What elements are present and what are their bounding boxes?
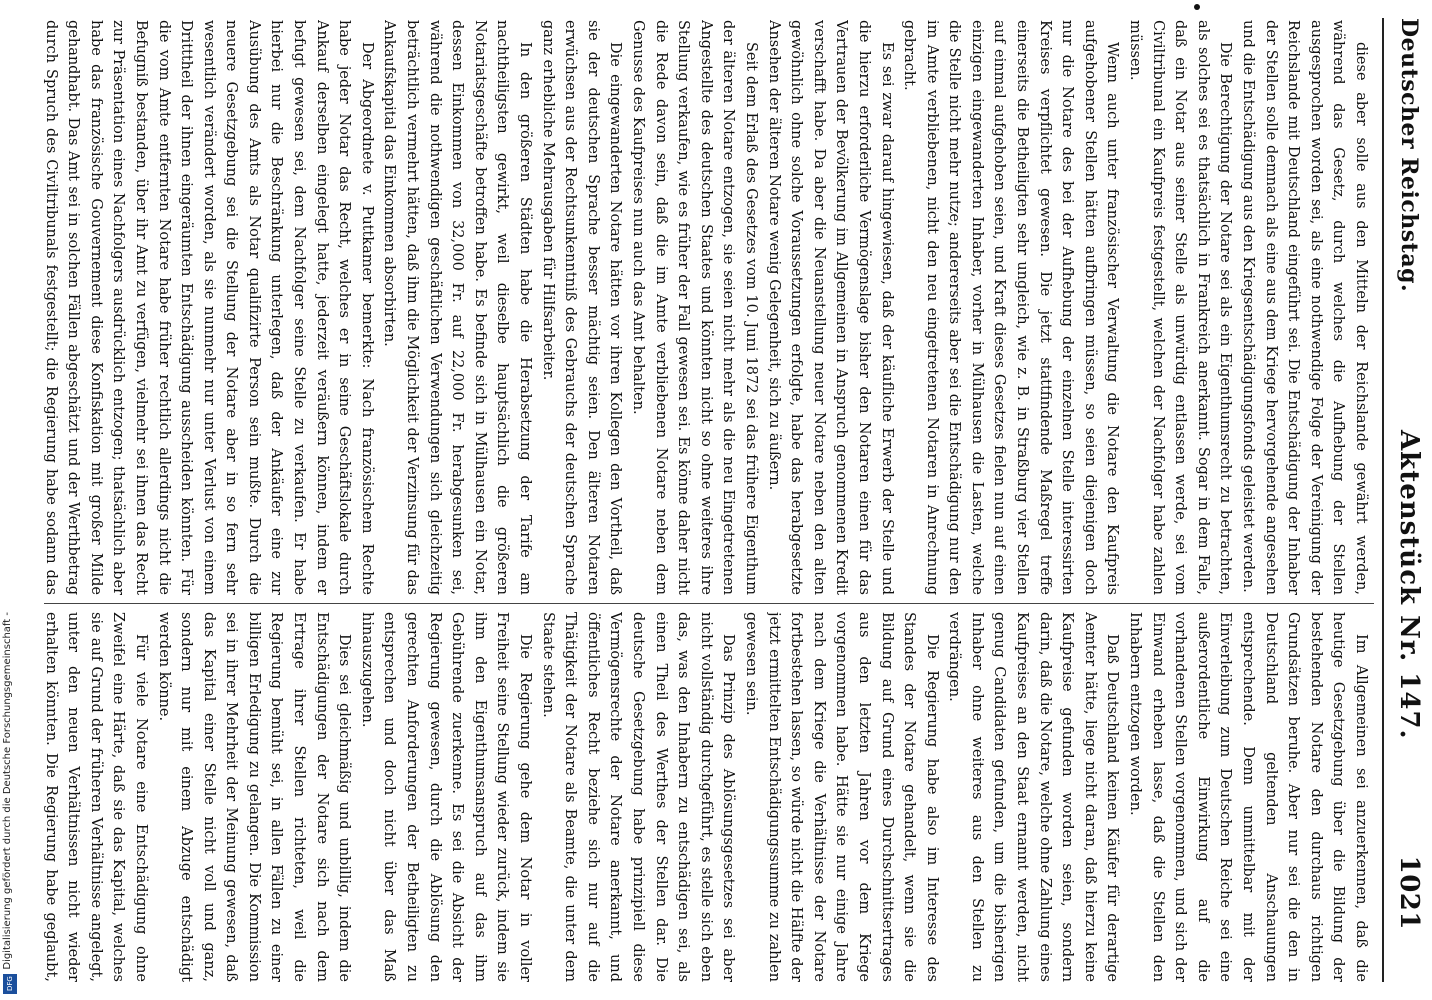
paragraph: Daß Deutschland keinen Käufer für derartige Aemter hätte, liege nicht daran, daß hierzu keine Kaufpreise gefunden worden seien, sondern darin, daß die Notare, welche ohne Zahlung eines Kaufpreises an den Staat ernannt werden, nicht genug Candidaten gefunden, um die bisherigen Inhaber ohne weiteres aus den Stellen zu verdrängen. — [946, 612, 1121, 982]
paragraph: Das Prinzip des Ablösungsgesetzes sei aber nicht vollständig durchgeführt, es stelle sich eben das, was den Inhabern zu entschädigen sei, als einen Theil des Werthes der Stellen dar. Die deutsche Gesetzgebung habe prinzipiell diese Vermögensrechte der Notare anerkannt, und öffentliches Recht beziehe sich nur auf die Thätigkeit der Notare als Beamte, die unter dem Staate stehen. — [539, 612, 737, 982]
page-number: 1021 — [1394, 855, 1424, 930]
paragraph: Für viele Notare eine Entschädigung ohne Zweifel eine Härte, daß sie das Kapital, welches sie auf Grund der früheren Verhältnisse angelegt, unter den neuen Verhältnissen nicht wieder erhalten könnten. Die Regierung habe geglaubt, — [42, 612, 149, 982]
paragraph: Seit dem Erlaß des Gesetzes vom 10. Juni 1872 sei das frühere Eigenthum der älteren Notare entzogen, sie seien nicht mehr als die neu Eingetretenen Angestellte des deutschen Staates und könnten nicht so ohne weiteres ihre Stellung verkaufen, wie es früher der Fall gewesen sei. Es könne daher nicht die Rede davon sein, daß die im Amte verbliebenen Notare neben dem Genusse des Kaufpreises nun auch das Amt behalten. — [630, 20, 759, 595]
paragraph: Im Allgemeinen sei anzuerkennen, daß die heutige Gesetzgebung über die Bildung der bestehenden Notare den durchaus richtigen Grundsätzen beruhe. Aber nur sei die den in Deutschland geltenden Anschauungen entsprechende. Denn unmittelbar mit der Einverleibung zum Deutschen Reiche sei eine außerordentliche Einwirkung auf die vorhandenen Stellen vorgenommen, und sich der Einwand erheben lasse, daß die Stellen den Inhabern entzogen worden. — [1127, 612, 1369, 982]
dfg-logo: DFG — [3, 974, 17, 994]
paragraph: Der Abgeordnete v. Puttkamer bemerkte: Nach französischem Rechte habe jeder Notar das Recht, welches er in seine Geschäftslokale durch Ankauf derselben eingelegt hatte, jederzeit veräußern können, indem er befugt gewesen sei, dem Nachfolger seine Stelle zu verkaufen. Er habe hierbei nur die Beschränkung unterlegen, daß der Ankäufer eine zur Ausübung des Amts als Notar qualifizirte Person sein mußte. Durch die neuere Gesetzgebung sei die Stellung der Notare aber in so fern sehr wesentlich verändert worden, als sie nunmehr nur unter Verlust von einem Dritttheil der ihnen eingeräumten Entschädigung ausscheiden könnten. Für die vom Amte entfernten Notare habe früher rechtlich allerdings nicht die Befugniß bestanden, über ihr Amt zu verfügen, vielmehr sei ihnen das Recht zur Präsentation eines Nachfolgers ausdrücklich entzogen; thatsächlich aber habe das französische Gouvernement diese Konfiskation mit großer Milde gehandhabt. Das Amt sei in solchen Fällen abgeschätzt und der Werthbetrag durch Spruch des Civiltribunals festgestellt; die Regierung habe sodann das — [42, 20, 375, 595]
paragraph: In den größeren Städten habe die Herabsetzung der Tarife am nachtheiligsten gewirkt, weil dieselbe hauptsächlich die größeren Notariatsgeschäfte betroffen habe. Es befinde sich in Mülhausen ein Notar, dessen Einkommen von 32,000 Fr. auf 22,000 Fr. herabgesunken sei, während die nothwendigen geschäftlichen Verwendungen sich gleichzeitig beträchtlich vermehrt hätten, daß ihm die Möglichkeit der Verzinsung für das Ankaufskapital das Einkommen absorbirten. — [381, 20, 534, 595]
paragraph: Die Regierung gehe dem Notar in voller Freiheit seine Stellung wieder zurück, indem sie ihm den Eigenthumsanspruch auf das ihm Gebührende zuerkenne. Es sei die Absicht der Regierung gewesen, durch die Ablösung den gerechten Anforderungen der Betheiligten zu entsprechen und doch nicht über das Maß hinauszugehen. — [358, 612, 534, 982]
paragraph: Es sei zwar darauf hingewiesen, daß der käufliche Erwerb der Stelle und die hierzu erforderliche Vermögenslage bisher den Notaren einen für das Vertrauen der Bevölkerung im Allgemeinen in Anspruch genommenen Kredit verschafft habe. Da aber die Neuanstellung neuer Notare neben den alten gewöhnlich ohne solche Voraussetzungen erfolgte, habe das herabgesetzte Ansehen der älteren Notare wenig Gelegenheit, sich zu äußern. — [765, 20, 895, 595]
publication-title: Deutscher Reichstag. — [1396, 18, 1422, 293]
document-reference: Aktenstück Nr. 147. — [1394, 430, 1424, 740]
paragraph: Die eingewanderten Notare hätten vor ihren Kollegen den Vortheil, daß sie der deutschen Sprache besser mächtig seien. Den älteren Notaren erwüchsen aus der Rechtsunkenntniß des Gebrauchs der deutschen Sprache ganz erhebliche Mehrausgaben für Hilfsarbeiter. — [539, 20, 624, 595]
page-header — [1388, 0, 1432, 1000]
paragraph: Die Regierung habe also im Interesse des Standes der Notare gehandelt, wenn sie die Bildung auf Grund eines Durchschnittsertrages aus den letzten Jahren vor dem Kriege vorgenommen habe. Hätte sie nur einige Jahre nach dem Kriege die Verhältnisse der Notare fortbestehen lassen, so würde nicht die Hälfte der jetzt ermittelten Entschädigungssumme zu zahlen gewesen sein. — [742, 612, 940, 982]
digitization-credit: Digitalisierung gefördert durch die Deutsche Forschungsgemeinschaft - — [2, 612, 13, 970]
digitization-footer — [0, 0, 20, 1000]
column-divider — [44, 603, 1374, 604]
paragraph: Die Berechtigung der Notare sei als ein Eigenthumsrecht zu betrachten, als solches sei es thatsächlich in Frankreich anerkannt. Sogar in dem Falle, daß ein Notar aus seiner Stelle als unwürdig entlassen werde, sei vom Civiltribunal ein Kaufpreis festgestellt, welchen der Nachfolger habe zahlen müssen. — [1127, 20, 1234, 595]
ink-speck — [1194, 4, 1200, 10]
paragraph: diese aber solle aus den Mitteln der Reichslande gewährt werden, während das Gesetz, durch welches die Aufhebung der Stellen ausgesprochen worden sei, als eine nothwendige Folge der Vereinigung der Reichslande mit Deutschland eingeführt sei. Die Entschädigung der Inhaber der Stellen solle demnach als eine aus dem Kriege hervorgehende angesehen und die Entschädigung aus den Kriegsentschädigungsfonds geleistet werden. — [1240, 20, 1369, 595]
header-rule — [1382, 18, 1384, 982]
paragraph: Wenn auch unter französischer Verwaltung die Notare den Kaufpreis aufgehobener Stellen hätten aufbringen müssen, so seien diejenigen doch nur die Notare des bei der Aufhebung der einzelnen Stelle interessirten Kreises verpflichtet gewesen. Die jetzt stattfindende Maßregel treffe einerseits die Betheiligten sehr ungleich, wie z. B. in Straßburg vier Stellen auf einmal aufgehoben seien, und Kraft dieses Gesetzes fielen nun auf einen einzigen eingewanderten Inhaber, vorher in Mülhausen die Lasten, welche die Stelle nicht mehr nutze; andererseits aber sei die Entschädigung nur den im Amte verbliebenen, nicht den neu eingetretenen Notaren in Anrechnung gebracht. — [901, 20, 1121, 595]
text-column-left — [42, 20, 1372, 595]
text-column-right — [42, 612, 1372, 982]
paragraph: Dies sei gleichmäßig und unbillig, indem die Entschädigungen der Notare sich nach dem Ertrage ihrer Stellen richteten, weil die Regierung bemüht sei, in allen Fällen zu einer billigen Erledigung zu gelangen. Die Kommission sei in ihrer Mehrheit der Meinung gewesen, daß das Kapital einer Stelle nicht voll und ganz, sondern nur mit einem Abzuge entschädigt werden könne. — [155, 612, 353, 982]
